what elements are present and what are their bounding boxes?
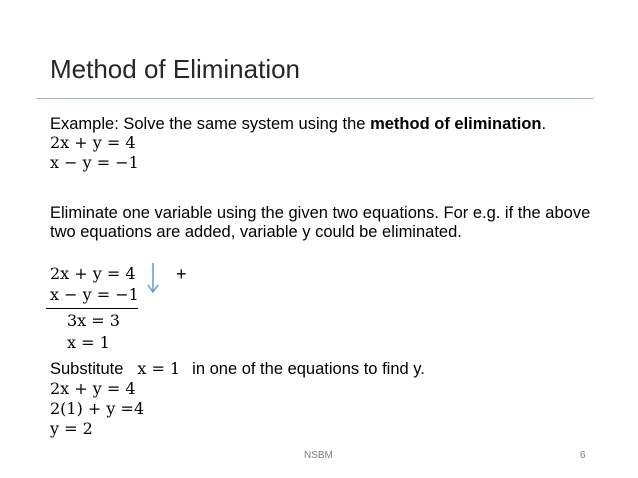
substitute-prefix: Substitute <box>50 360 124 378</box>
solution-x: x = 1 <box>67 333 110 352</box>
substitution-step-2: 2(1) + y =4 <box>50 399 145 418</box>
substitute-line <box>50 359 425 379</box>
substitute-value: x = 1 <box>137 359 181 378</box>
explanation-line-2: two equations are added, variable y could be eliminated. <box>50 223 462 241</box>
title-divider <box>36 98 594 99</box>
slide-title: Method of Elimination <box>50 54 301 84</box>
working-equation-2: x − y = −1 <box>50 285 139 304</box>
system-equation-2: x − y = −1 <box>50 153 139 172</box>
system-equation-1: 2x + y = 4 <box>50 133 136 152</box>
intro-suffix: . <box>541 115 547 133</box>
sum-underline <box>46 308 138 309</box>
example-intro <box>50 114 546 134</box>
substitute-suffix: in one of the equations to find y. <box>192 360 425 378</box>
intro-bold: method of elimination <box>370 115 542 133</box>
substitution-step-1: 2x + y = 4 <box>50 379 136 398</box>
working-equation-1: 2x + y = 4 <box>50 264 136 283</box>
addition-operator: + <box>176 264 187 284</box>
down-arrow-icon <box>144 262 162 294</box>
explanation-line-1: Eliminate one variable using the given two equations. For e.g. if the above <box>50 204 591 222</box>
page-number: 6 <box>580 450 586 461</box>
sum-equation: 3x = 3 <box>67 311 120 330</box>
footer-org: NSBM <box>304 450 333 461</box>
intro-prefix: Example: Solve the same system using the <box>50 115 371 133</box>
substitution-step-3: y = 2 <box>50 419 93 438</box>
